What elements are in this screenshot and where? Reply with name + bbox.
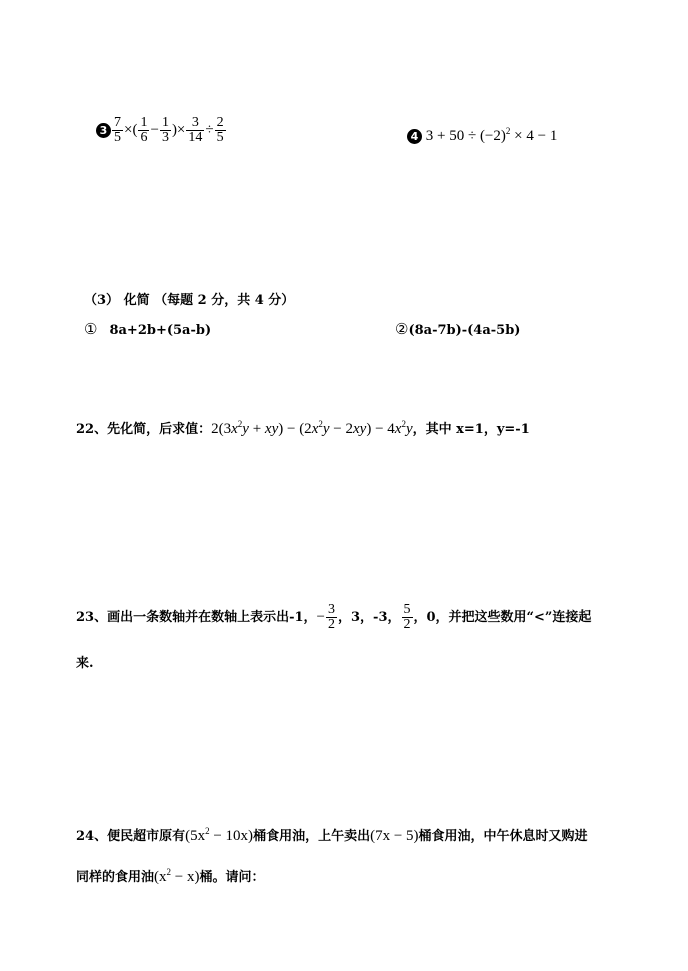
- denominator: 5: [216, 130, 224, 145]
- q24-math-2: (7x − 5): [370, 828, 419, 844]
- fraction: [402, 603, 413, 632]
- q24-text-b: 桶食用油，上午卖出: [253, 829, 371, 844]
- var-xy: xy: [264, 421, 279, 437]
- denominator: 14: [188, 130, 203, 145]
- q23-text-c: ，0，并把这些数用“<”连接起: [413, 610, 592, 625]
- q24-math-3: [154, 869, 199, 885]
- exponent: 2: [401, 419, 406, 429]
- fraction: [186, 116, 204, 145]
- denominator: 2: [403, 617, 411, 632]
- q22-expression: [211, 421, 413, 437]
- numerator: 5: [403, 602, 411, 617]
- q24-math-1: [185, 828, 253, 844]
- simplify-item-1: [84, 320, 211, 338]
- operator: ×(: [124, 121, 138, 138]
- problem-3-marker: 3: [96, 123, 111, 138]
- operator: ÷: [205, 121, 214, 138]
- item-1-expr: 8a+2b+(5a-b): [109, 323, 212, 338]
- expr-part: (5x: [185, 828, 206, 844]
- problem-4-expr-b: × 4 − 1: [510, 128, 558, 144]
- q23-text-a: 23、画出一条数轴并在数轴上表示出-1，: [76, 610, 317, 625]
- q22-prefix: 22、先化简，后求值：: [76, 422, 212, 437]
- exponent: 2: [205, 826, 210, 836]
- exponent: 2: [166, 867, 172, 877]
- q24-text-d: 同样的食用油: [76, 870, 155, 885]
- q23-neg-sign: −: [316, 609, 326, 625]
- problem-4: [407, 126, 557, 145]
- var-x: x: [311, 421, 319, 437]
- operator: −: [150, 121, 159, 138]
- simplify-item-2: [395, 320, 520, 338]
- var-x: x: [231, 421, 238, 437]
- numerator: 3: [186, 116, 204, 131]
- fraction: [215, 116, 226, 145]
- var-y: y: [405, 421, 413, 437]
- fraction: [160, 116, 171, 145]
- expr-part: ) − (2: [278, 421, 312, 437]
- exponent: 2: [318, 419, 323, 429]
- numerator: 1: [140, 115, 148, 130]
- expr-part: (x: [154, 869, 167, 885]
- expr-part: − x): [171, 869, 200, 885]
- exponent: 2: [505, 126, 511, 136]
- var-xy: xy: [353, 421, 367, 437]
- exponent: 2: [237, 419, 243, 429]
- expr-part: ) − 4: [366, 421, 395, 437]
- q22-suffix: ，其中 x=1，y=-1: [412, 422, 530, 437]
- expr-part: +: [248, 421, 265, 437]
- fraction: [112, 116, 123, 145]
- question-23-line-1: [76, 603, 591, 632]
- item-2-marker: ②: [395, 320, 409, 338]
- q23-text-b: ，3，-3，: [338, 610, 401, 625]
- item-2-expr: (8a-7b)-(4a-5b): [408, 323, 521, 338]
- var-y: y: [242, 421, 249, 437]
- var-x: x: [394, 421, 402, 437]
- numerator: 2: [216, 115, 224, 130]
- var-y: y: [322, 421, 330, 437]
- denominator: 2: [328, 617, 336, 632]
- q24-text-e: 桶。请问：: [199, 870, 265, 885]
- question-24-line-2: [76, 866, 265, 886]
- operator: )×: [171, 121, 186, 138]
- question-23-line-2: 来.: [76, 656, 94, 671]
- expr-part: − 10x): [209, 828, 254, 844]
- expr-part: 2(3: [211, 421, 232, 437]
- problem-3: [96, 116, 227, 145]
- q24-text-a: 24、便民超市原有: [76, 829, 186, 844]
- problem-4-marker: 4: [407, 129, 422, 144]
- fraction: [138, 116, 149, 145]
- expr-part: − 2: [329, 421, 353, 437]
- fraction: [326, 603, 337, 632]
- q24-text-c: 桶食用油，中午休息时又购进: [418, 829, 588, 844]
- denominator: 3: [161, 130, 169, 145]
- section-3-heading: （3） 化简 （每题 2 分，共 4 分）: [84, 293, 295, 308]
- item-1-marker: ①: [84, 320, 98, 338]
- numerator: 7: [114, 115, 121, 130]
- question-24-line-1: [76, 825, 588, 845]
- question-22: [76, 418, 530, 438]
- numerator: 1: [161, 115, 169, 130]
- numerator: 3: [328, 602, 336, 617]
- problem-4-expr-a: 3 + 50 ÷ (−2): [425, 128, 506, 144]
- denominator: 6: [140, 130, 148, 145]
- denominator: 5: [114, 130, 121, 145]
